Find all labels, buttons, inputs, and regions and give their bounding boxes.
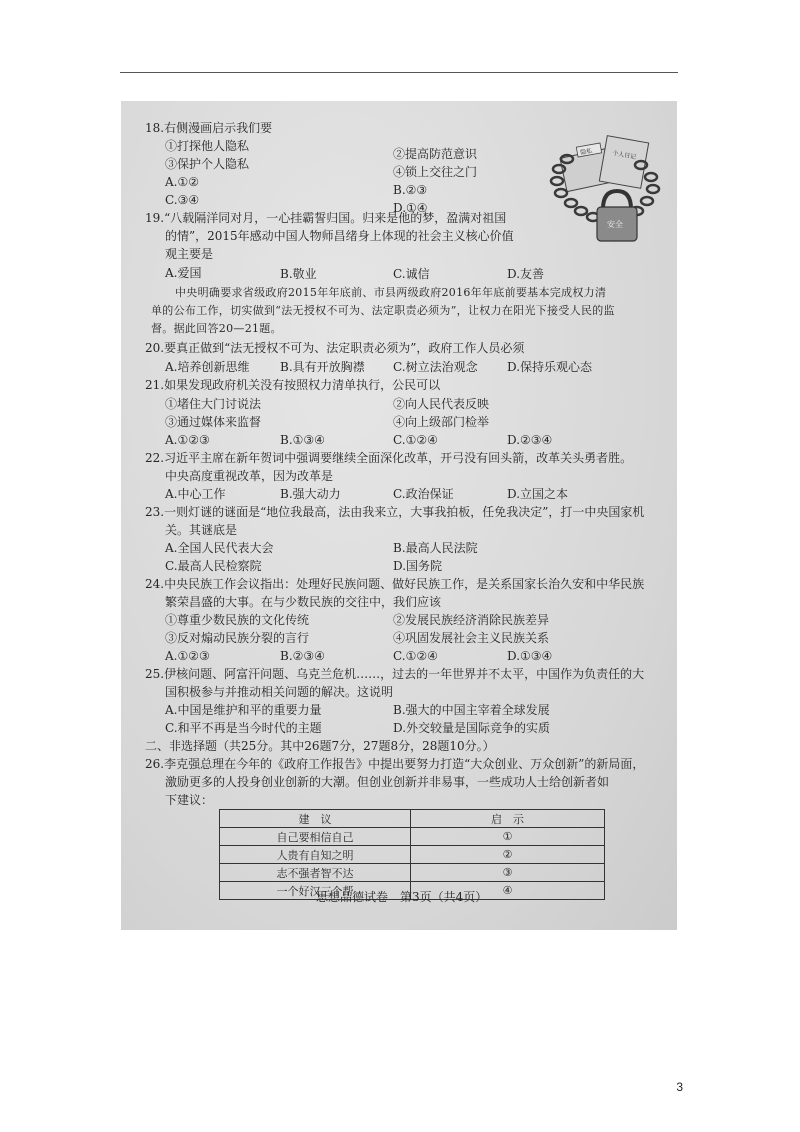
q21-option-2: ②向人民代表反映	[393, 397, 490, 411]
q26-line-3: 下建议：	[165, 793, 214, 807]
table-cell: ④	[411, 882, 605, 900]
q25-choice-a: A.中国是维护和平的重要力量	[165, 703, 322, 717]
q22-choice-b: B.强大动力	[280, 487, 341, 501]
svg-text:隐私: 隐私	[579, 147, 593, 157]
q21-choice-a: A.①②③	[165, 433, 210, 447]
q18-choice-b: B.②③	[393, 183, 428, 197]
q22-line-1: 22.习近平主席在新年贺词中强调要继续全面深化改革，开弓没有回头箭，改革关头勇者胜。	[145, 451, 633, 465]
table-cell: 人贵有自知之明	[220, 846, 411, 864]
page-number: 3	[676, 1080, 683, 1094]
q21-option-3: ③通过媒体来监督	[165, 415, 262, 429]
q20-choice-d: D.保持乐观心态	[507, 360, 593, 374]
table-header-cell: 启 示	[411, 810, 605, 828]
q18-option-1: ①打探他人隐私	[165, 139, 250, 153]
table-cell: 自己要相信自己	[220, 828, 411, 846]
q18-choice-d: D.①④	[393, 201, 428, 215]
header-rule	[120, 72, 678, 73]
q19-line-1: 19.“八载隔洋同对月，一心挂霸誓归国。归来是他的梦，盈满对祖国	[145, 211, 507, 225]
material-line-3: 督。据此回答20—21题。	[151, 322, 282, 335]
svg-text:个人日记: 个人日记	[611, 149, 637, 161]
table-header-cell: 建 议	[220, 810, 411, 828]
q25-choice-b: B.强大的中国主宰着全球发展	[393, 703, 550, 717]
q21-choice-c: C.①②④	[393, 433, 438, 447]
table-row	[220, 828, 605, 846]
q25-line-1: 25.伊核问题、阿富汗问题、乌克兰危机……，过去的一年世界并不太平，中国作为负责任的大	[145, 667, 645, 681]
q18-choice-c: C.③④	[165, 193, 200, 207]
q18-option-3: ③保护个人隐私	[165, 157, 250, 171]
section-2-heading: 二、非选择题（共25分。其中26题7分，27题8分，28题10分。）	[145, 739, 495, 753]
q19-line-2: 的情”，2015年感动中国人物师昌绪身上体现的社会主义核心价值	[165, 229, 514, 243]
q24-option-1: ①尊重少数民族的文化传统	[165, 613, 310, 627]
q23-choice-a: A.全国人民代表大会	[165, 541, 274, 555]
q24-option-4: ④巩固发展社会主义民族关系	[393, 631, 550, 645]
q25-choice-c: C.和平不再是当今时代的主题	[165, 721, 322, 735]
table-row	[220, 846, 605, 864]
material-line-2: 单的公布工作，切实做到“法无授权不可为、法定职责必须为”，让权力在阳光下接受人民的监	[151, 304, 615, 317]
q21-stem: 21.如果发现政府机关没有按照权力清单执行，公民可以	[145, 378, 441, 392]
q23-choice-d: D.国务院	[393, 559, 443, 573]
advice-table	[219, 809, 605, 900]
q24-line-2: 繁荣昌盛的大事。在与少数民族的交往中，我们应该	[165, 595, 442, 609]
q24-option-3: ③反对煽动民族分裂的言行	[165, 631, 310, 645]
q19-line-3: 观主要是	[165, 247, 214, 261]
q20-choice-a: A.培养创新思维	[165, 360, 250, 374]
table-cell: ②	[411, 846, 605, 864]
q24-option-2: ②发展民族经济消除民族差异	[393, 613, 550, 627]
q24-choice-b: B.②③④	[280, 649, 325, 663]
q23-line-1: 23.一则灯谜的谜面是“地位我最高，法由我来立，大事我拍板，任免我决定”，打一中央国家机	[145, 505, 645, 519]
q19-choice-b: B.敬业	[280, 267, 317, 281]
q23-choice-b: B.最高人民法院	[393, 541, 478, 555]
q20-choice-b: B.具有开放胸襟	[280, 360, 365, 374]
table-cell: ③	[411, 864, 605, 882]
q20-stem: 20.要真正做到“法无授权不可为、法定职责必须为”，政府工作人员必须	[145, 341, 525, 355]
q24-choice-d: D.①③④	[507, 649, 553, 663]
q24-choice-c: C.①②④	[393, 649, 438, 663]
q21-option-1: ①堵住大门讨说法	[165, 397, 262, 411]
q22-choice-a: A.中心工作	[165, 487, 226, 501]
svg-text:安全: 安全	[607, 220, 623, 229]
q21-choice-d: D.②③④	[507, 433, 553, 447]
q21-option-4: ④向上级部门检举	[393, 415, 490, 429]
q24-choice-a: A.①②③	[165, 649, 210, 663]
q23-line-2: 关。其谜底是	[165, 523, 238, 537]
q23-choice-c: C.最高人民检察院	[165, 559, 262, 573]
q18-option-2: ②提高防范意识	[393, 147, 478, 161]
q22-choice-c: C.政治保证	[393, 487, 454, 501]
q22-choice-d: D.立国之本	[507, 487, 569, 501]
exam-footer: 思想品德试卷 第3页（共4页）	[316, 890, 488, 904]
q19-choice-c: C.诚信	[393, 267, 430, 281]
table-header-row	[220, 810, 605, 828]
q25-line-2: 国积极参与并推动相关问题的解决。这说明	[165, 685, 394, 699]
q21-choice-b: B.①③④	[280, 433, 325, 447]
q18-choice-a: A.①②	[165, 175, 199, 189]
exam-page-photo	[121, 101, 677, 930]
q18-option-4: ④锁上交往之门	[393, 165, 478, 179]
q26-line-1: 26.李克强总理在今年的《政府工作报告》中提出要努力打造“大众创业、万众创新”的新局面，	[145, 757, 645, 771]
q19-choice-d: D.友善	[507, 267, 545, 281]
lock-chain-cartoon	[541, 123, 666, 248]
q19-choice-a: A.爱国	[165, 266, 202, 280]
q20-choice-c: C.树立法治观念	[393, 360, 478, 374]
table-cell: 一个好汉三个帮	[220, 882, 411, 900]
table-cell: ①	[411, 828, 605, 846]
q24-line-1: 24.中央民族工作会议指出：处理好民族问题、做好民族工作，是关系国家长治久安和中华民族	[145, 577, 645, 591]
q18-stem: 18.右侧漫画启示我们要	[145, 121, 273, 135]
q26-line-2: 激励更多的人投身创业创新的大潮。但创业创新并非易事，一些成功人士给创新者如	[165, 775, 610, 789]
material-line-1: 中央明确要求省级政府2015年年底前、市县两级政府2016年年底前要基本完成权力清	[175, 286, 607, 299]
table-cell: 志不强者智不达	[220, 864, 411, 882]
q25-choice-d: D.外交较量是国际竞争的实质	[393, 721, 551, 735]
table-row	[220, 864, 605, 882]
q22-line-2: 中央高度重视改革，因为改革是	[165, 469, 334, 483]
